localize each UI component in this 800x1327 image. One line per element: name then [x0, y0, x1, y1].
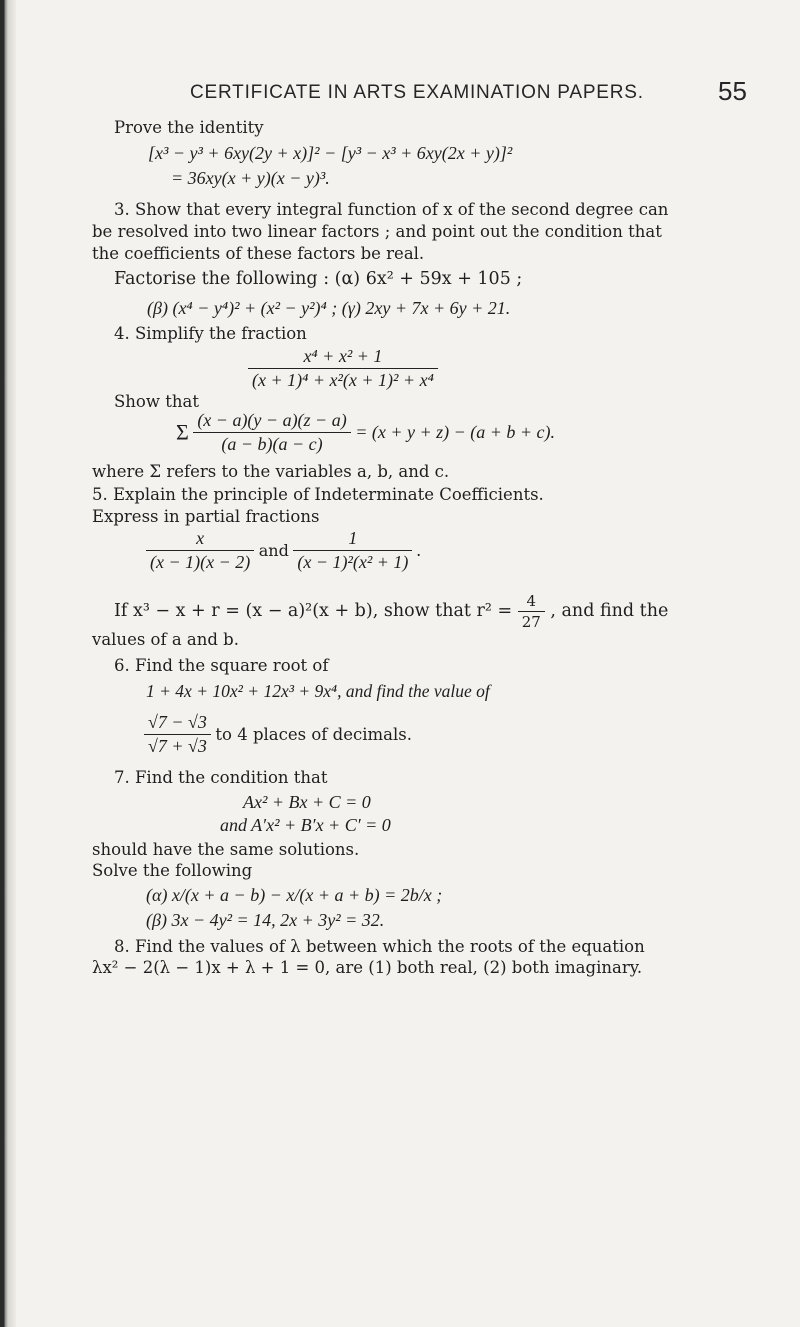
pf-and: and — [258, 541, 289, 560]
sigma-numerator: (x − a)(y − a)(z − a) — [197, 410, 347, 430]
q3-line-1: 3. Show that every integral function of x of the second degree can — [114, 200, 669, 219]
q7-equation-1: Ax² + Bx + C = 0 — [243, 792, 371, 812]
sigma-identity — [176, 410, 555, 455]
book-binding-shadow — [0, 0, 16, 1327]
q4-denominator: (x + 1)⁴ + x²(x + 1)² + x⁴ — [248, 368, 438, 391]
q3-line-2: be resolved into two linear factors ; and point out the condition that — [92, 222, 662, 241]
show-that-label: Show that — [114, 392, 199, 411]
q8-line-2: λx² − 2(λ − 1)x + λ + 1 = 0, are (1) both real, (2) both imaginary. — [92, 958, 643, 977]
if-numerator: 4 — [526, 592, 536, 610]
pf1-denominator: (x − 1)(x − 2) — [146, 550, 254, 573]
q6-denominator: √7 + √3 — [144, 734, 211, 757]
q7-label: 7. Find the condition that — [114, 768, 328, 787]
if-line-end: , and find the — [550, 601, 669, 621]
sigma-denominator: (a − b)(a − c) — [193, 432, 350, 455]
q5-line-2: Express in partial fractions — [92, 507, 320, 526]
factorise-line-1: Factorise the following : (α) 6x² + 59x + 105 ; — [114, 269, 523, 289]
q3-line-3: the coefficients of these factors be real. — [92, 244, 425, 263]
running-header: CERTIFICATE IN ARTS EXAMINATION PAPERS. — [190, 82, 644, 103]
pf1-numerator: x — [196, 528, 205, 548]
if-line — [114, 592, 668, 631]
solve-beta: (β) 3x − 4y² = 14, 2x + 3y² = 32. — [146, 910, 385, 930]
page-number: 55 — [718, 76, 747, 106]
sigma-symbol: Σ — [176, 419, 189, 445]
pf2-denominator: (x − 1)²(x² + 1) — [293, 550, 412, 573]
if-denominator: 27 — [518, 611, 545, 631]
identity-line-1: [x³ − y³ + 6xy(2y + x)]² − [y³ − x³ + 6xy(2x + y)]² — [148, 143, 513, 163]
if-line-start: If x³ − x + r = (x − a)²(x + b), show that r² = — [114, 601, 513, 621]
solve-label: Solve the following — [92, 861, 253, 880]
q6-tail: to 4 places of decimals. — [215, 725, 412, 744]
q6-radical-fraction — [144, 712, 412, 757]
q6-numerator: √7 − √3 — [148, 712, 207, 732]
prove-identity-label: Prove the identity — [114, 118, 264, 137]
if-line-2: values of a and b. — [92, 630, 239, 649]
q8-line-1: 8. Find the values of λ between which the roots of the equation — [114, 937, 645, 956]
sigma-note: where Σ refers to the variables a, b, and c. — [92, 462, 450, 481]
partial-fractions: $\frac{x}{(x - 1)(x - 2)}$ and $\frac{1}{\text{(x − 1)²(x² + 1)}}$ . — [146, 528, 421, 573]
q6-polynomial: 1 + 4x + 10x² + 12x³ + 9x⁴, and find the value of — [146, 681, 490, 701]
q4-fraction — [248, 346, 438, 391]
identity-line-2: = 36xy(x + y)(x − y)³. — [171, 168, 330, 188]
q4-label: 4. Simplify the fraction — [114, 324, 307, 343]
sigma-rhs: = (x + y + z) − (a + b + c). — [355, 422, 556, 442]
factorise-line-2: (β) (x⁴ − y⁴)² + (x² − y²)⁴ ; (γ) 2xy + 7x + 6y + 21. — [147, 298, 511, 318]
q5-line-1: 5. Explain the principle of Indeterminate Coefficients. — [92, 485, 544, 504]
solve-alpha: (α) x/(x + a − b) − x/(x + a + b) = 2b/x ; — [146, 885, 443, 905]
q7-equation-2: and A′x² + B′x + C′ = 0 — [220, 815, 391, 835]
q6-label: 6. Find the square root of — [114, 656, 329, 675]
q4-numerator: x⁴ + x² + 1 — [303, 346, 383, 366]
q7-same-solutions: should have the same solutions. — [92, 840, 360, 859]
pf2-numerator: 1 — [348, 528, 358, 548]
